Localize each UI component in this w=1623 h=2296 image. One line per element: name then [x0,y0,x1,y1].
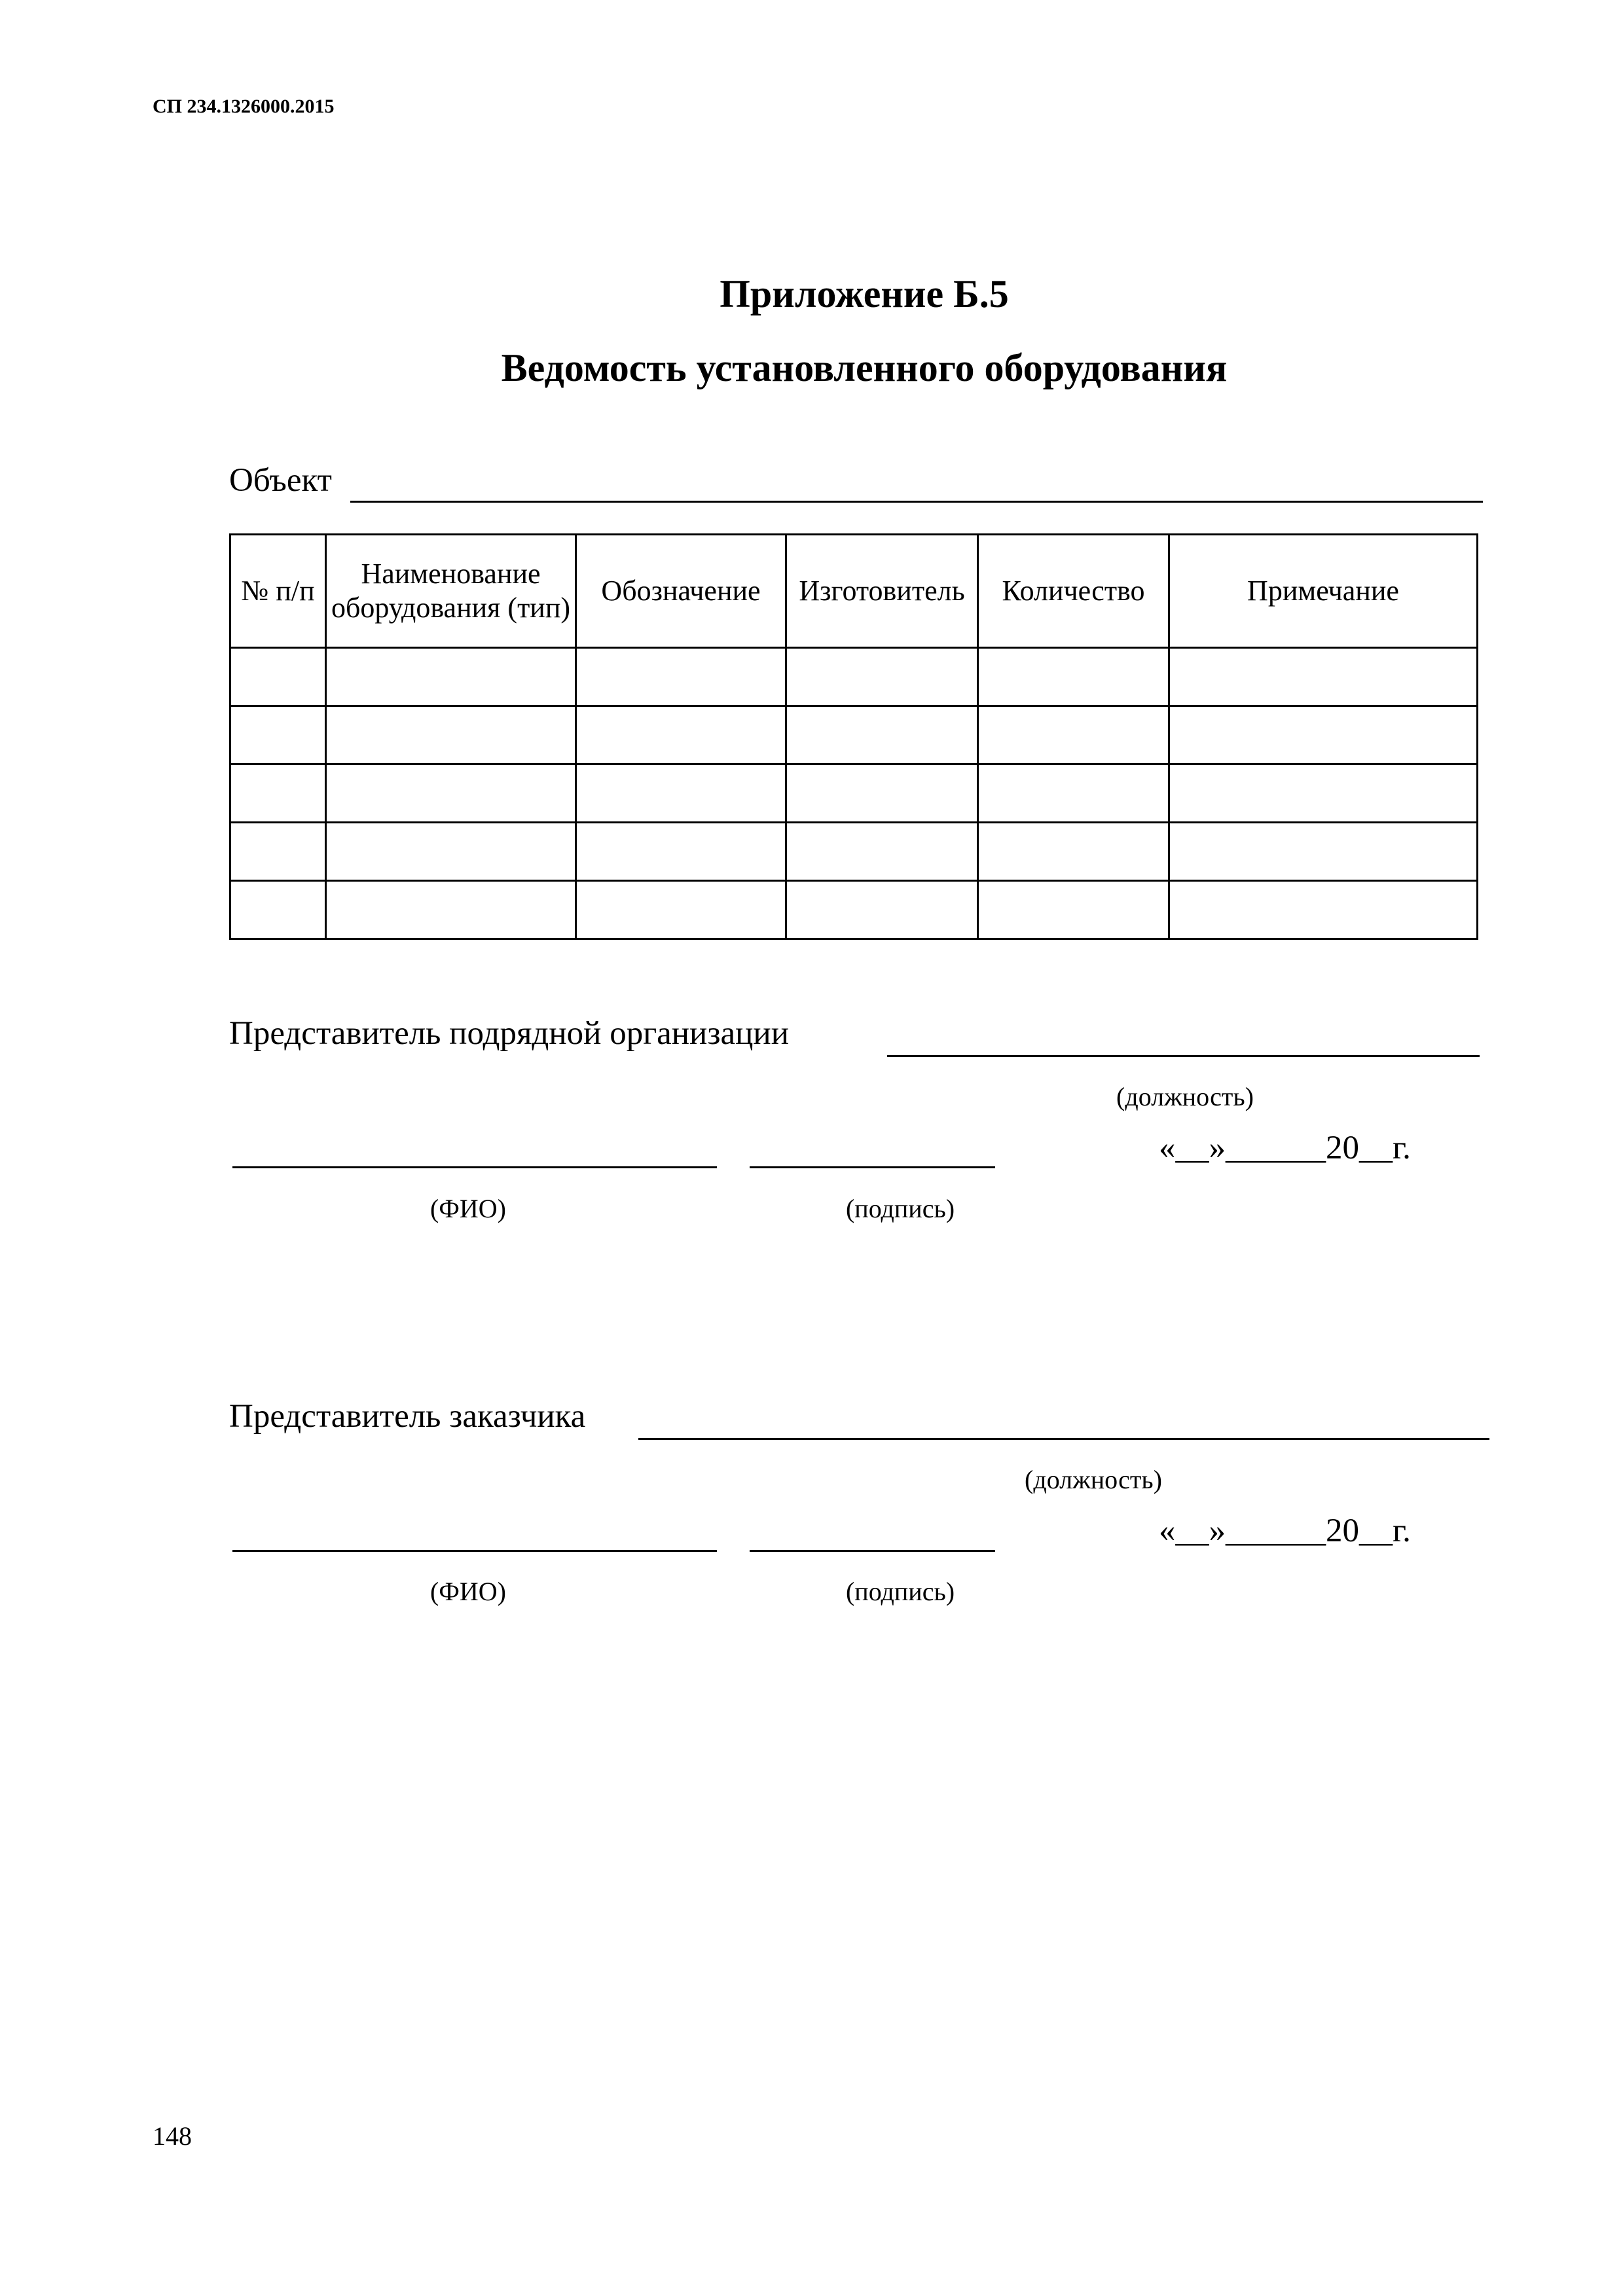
table-cell[interactable] [1169,764,1478,823]
customer-position-line[interactable] [638,1438,1489,1440]
column-header-quantity: Количество [978,535,1169,648]
table-cell[interactable] [326,648,576,706]
table-row [230,823,1478,881]
document-code: СП 234.1326000.2015 [153,96,335,117]
table-cell[interactable] [230,764,326,823]
contractor-position-line[interactable] [887,1055,1480,1057]
customer-fio-line[interactable] [232,1550,717,1552]
contractor-date[interactable]: «__»______20__г. [1159,1130,1411,1166]
column-header-number: № п/п [230,535,326,648]
contractor-position-caption: (должность) [1116,1082,1254,1111]
table-cell[interactable] [230,706,326,764]
column-header-equipment-name: Наименование оборудования (тип) [326,535,576,648]
customer-fio-caption: (ФИО) [429,1577,506,1606]
page-number: 148 [153,2121,192,2151]
customer-representative-label: Представитель заказчика [229,1398,586,1435]
object-field-line[interactable] [350,501,1483,503]
table-row [230,764,1478,823]
table-cell[interactable] [230,823,326,881]
table-cell[interactable] [786,823,978,881]
column-header-designation: Обозначение [576,535,786,648]
table-cell[interactable] [1169,823,1478,881]
table-cell[interactable] [576,881,786,939]
table-cell[interactable] [978,648,1169,706]
object-label: Объект [229,462,332,499]
table-cell[interactable] [576,823,786,881]
table-row [230,648,1478,706]
contractor-signature-line[interactable] [750,1166,995,1168]
table-cell[interactable] [978,881,1169,939]
table-cell[interactable] [230,648,326,706]
equipment-table [229,533,1478,940]
table-cell[interactable] [326,764,576,823]
page-title: Ведомость установленного оборудования [501,346,1228,389]
table-cell[interactable] [1169,648,1478,706]
table-cell[interactable] [786,764,978,823]
table-header-row [230,535,1478,648]
column-header-manufacturer: Изготовитель [786,535,978,648]
table-cell[interactable] [326,881,576,939]
customer-position-caption: (должность) [1025,1465,1162,1494]
table-cell[interactable] [978,823,1169,881]
contractor-fio-line[interactable] [232,1166,717,1168]
table-cell[interactable] [786,881,978,939]
table-cell[interactable] [978,764,1169,823]
table-cell[interactable] [786,648,978,706]
contractor-representative-label: Представитель подрядной организации [229,1015,789,1052]
table-cell[interactable] [576,764,786,823]
appendix-title: Приложение Б.5 [720,272,1009,315]
table-cell[interactable] [576,648,786,706]
table-cell[interactable] [326,706,576,764]
customer-signature-caption: (подпись) [845,1577,955,1606]
table-cell[interactable] [230,881,326,939]
table-cell[interactable] [1169,881,1478,939]
table-cell[interactable] [978,706,1169,764]
customer-signature-line[interactable] [750,1550,995,1552]
customer-date[interactable]: «__»______20__г. [1159,1513,1411,1549]
table-row [230,881,1478,939]
contractor-fio-caption: (ФИО) [429,1194,506,1223]
contractor-signature-caption: (подпись) [845,1194,955,1223]
table-cell[interactable] [326,823,576,881]
column-header-note: Примечание [1169,535,1478,648]
table-cell[interactable] [1169,706,1478,764]
table-row [230,706,1478,764]
table-cell[interactable] [576,706,786,764]
table-cell[interactable] [786,706,978,764]
